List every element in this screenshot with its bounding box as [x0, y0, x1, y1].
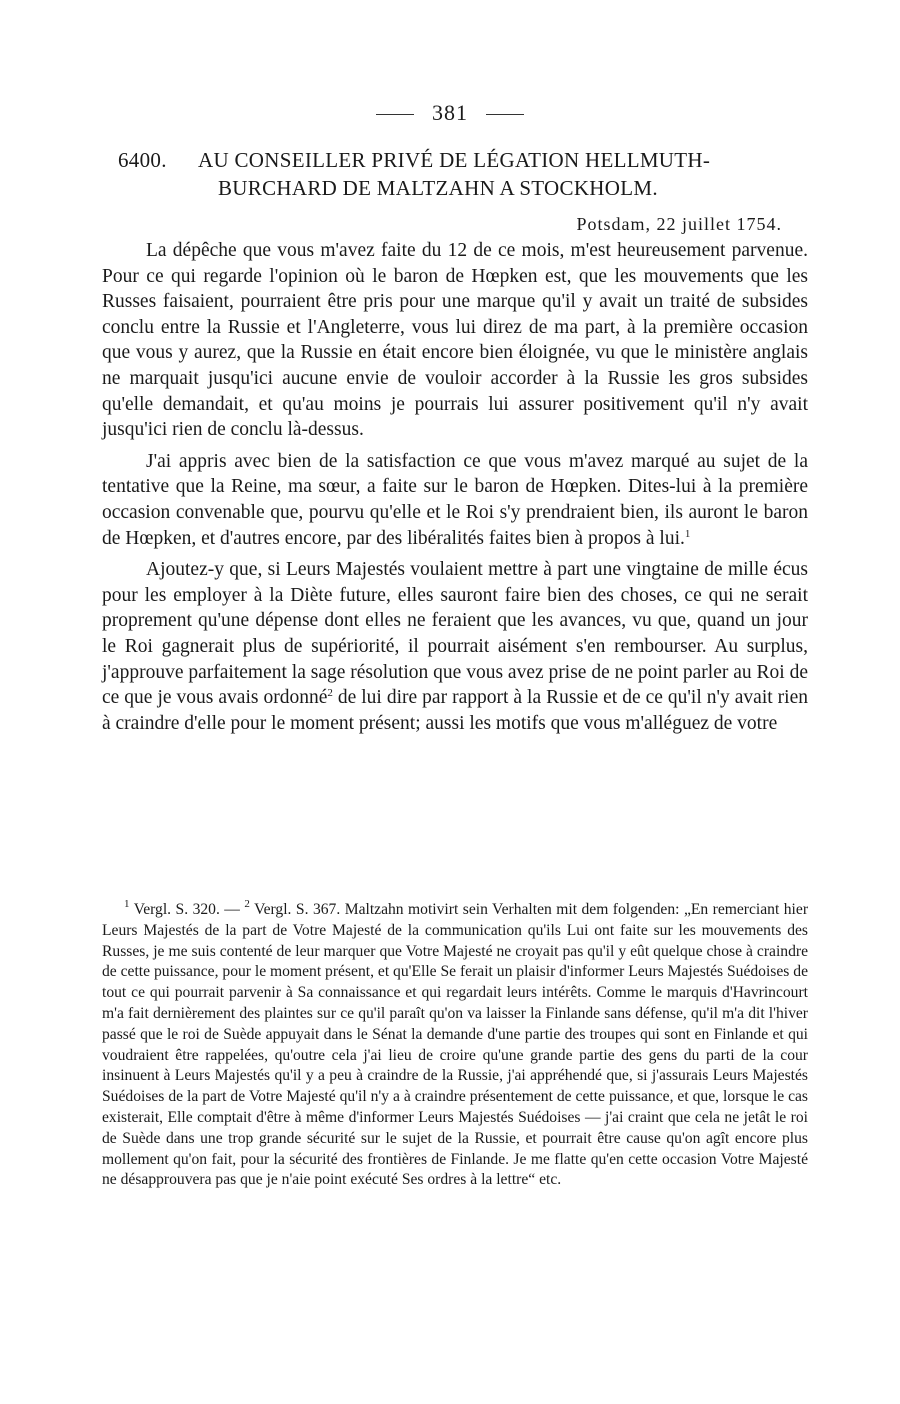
rule-left: [376, 114, 414, 115]
dateline: Potsdam, 22 juillet 1754.: [576, 214, 782, 234]
footnote-mark-2: 2: [327, 687, 333, 700]
footnote-2-text: Maltzahn motivirt sein Verhalten mit dem folgenden: „En remerciant hier Leurs Majestés de la part de Votre Majesté de la communication qu'ils Lui ont faite sur les mouvements des Russes, je me suis contenté de leur marquer que Votre Majesté ne croyait pas qu'il y eût quelque chose à craindre de cette puissance, pour le moment présent, et qu'Elle Se ferait un plaisir d'informer Leurs Majestés Suédoises de tout ce qui pourrait parvenir à Sa connaissance et qui regardait leurs intérêts. Comme le marquis d'Havrincourt m'a fait dernièrement des plaintes sur ce qu'il paraît qu'on va laisser la Finlande sans défense, qu'il m'a dit l'hiver passé que le roi de Suède appuyait dans le Sénat la demande d'une partie des troupes qui sont en Finlande et qui voudraient être rappelées, qu'outre cela j'ai lieu de croire qu'une grande partie des gens du parti de la cour insinuent à Leurs Majestés qu'il y a peu à craindre de la Russie, j'ai appréhendé que, si j'assurais Leurs Majestés Suédoises de la part de Votre Majesté qu'il n'y a à craindre présentement de cette puissance, et que, lorsque le cas existerait, Elle comptait d'être à même d'informer Leurs Majestés Suédoises — j'ai craint que cela ne jetât le roi de Suède dans une trop grande sécurité sur le sujet de la Russie, et pourrait être cause qu'on agît encore plus mollement qu'on fait, pour la sécurité des frontières de Finlande. Je me flatte qu'en cette occasion Votre Majesté ne désapprouvera pas que je n'aie point exécuté Ses ordres à la lettre“ etc.: [102, 901, 809, 1189]
footnotes: [102, 900, 808, 1191]
page-number: 381: [432, 100, 468, 125]
rule-right: [486, 114, 524, 115]
paragraph-3-continuation: de lui dire par rapport à la Russie et de ce qu'il n'y avait rien à craindre d'elle pour le moment présent; aussi les motifs que vous m'alléguez de votre: [102, 687, 808, 734]
paragraph-1: [102, 238, 808, 443]
paragraph-2: [102, 449, 808, 551]
paragraph-3: [102, 557, 808, 736]
footnote-2-number: 2: [244, 898, 250, 910]
letter-number: 6400.: [118, 148, 167, 172]
footnote-1-ref: Vergl. S. 320. —: [133, 901, 240, 918]
footnote-block: [102, 900, 808, 1191]
footnote-mark-1: 1: [684, 527, 691, 540]
page-number-line: [0, 100, 900, 126]
paragraph-3-text: Ajoutez-y que, si Leurs Majestés voulaient mettre à part une vingtaine de mille écus pour les employer à la Diète future, elles sauront faire bien des choses, ce qui ne serait proprement qu'une dépense dont elles ne feraient que les avances, vu que, quand un jour le Roi gagnerait plus de supériorité, il pourrait aisément s'en rembourser. Au surplus, j'approuve parfaitement la sage résolution que vous avez prise de ne point parler au Roi de ce que je vous avais ordonné: [102, 559, 808, 709]
footnote-1-number: 1: [124, 898, 130, 910]
paragraph-2-text: J'ai appris avec bien de la satisfaction ce que vous m'avez marqué au sujet de la tentative que la Reine, ma sœur, a faite sur le baron de Hœpken. Dites-lui à la première occasion convenable que, pourvu qu'elle et le Roi s'y prendraient bien, ils auront le baron de Hœpken, et d'autres encore, par des libéralités faites bien à propos à lui.: [102, 450, 808, 549]
footnote-2-ref: Vergl. S. 367.: [254, 901, 341, 918]
heading-line-1: AU CONSEILLER PRIVÉ DE LÉGATION HELLMUTH-: [198, 148, 711, 172]
heading-line-2: BURCHARD DE MALTZAHN A STOCKHOLM.: [218, 176, 658, 200]
paragraph-1-text: La dépêche que vous m'avez faite du 12 de ce mois, m'est heureusement parvenue. Pour ce qui regarde l'opinion où le baron de Hœpken est, que les mouvements que les Russes faisaient, pourraient être pris pour une marque qu'il y avait un traité de subsides conclu entre la Russie et l'Angleterre, vous lui direz de ma part, à la première occasion que vous y aurez, que la Russie en était encore bien éloignée, vu que le ministère anglais ne marquait jusqu'ici aucune envie de vouloir accorder à la Russie les gros subsides qu'elle demandait, et qu'au moins je pourrais lui assurer positivement qu'il n'y avait jusqu'ici rien de conclu là-dessus.: [102, 240, 808, 441]
letter-body: [102, 238, 808, 742]
